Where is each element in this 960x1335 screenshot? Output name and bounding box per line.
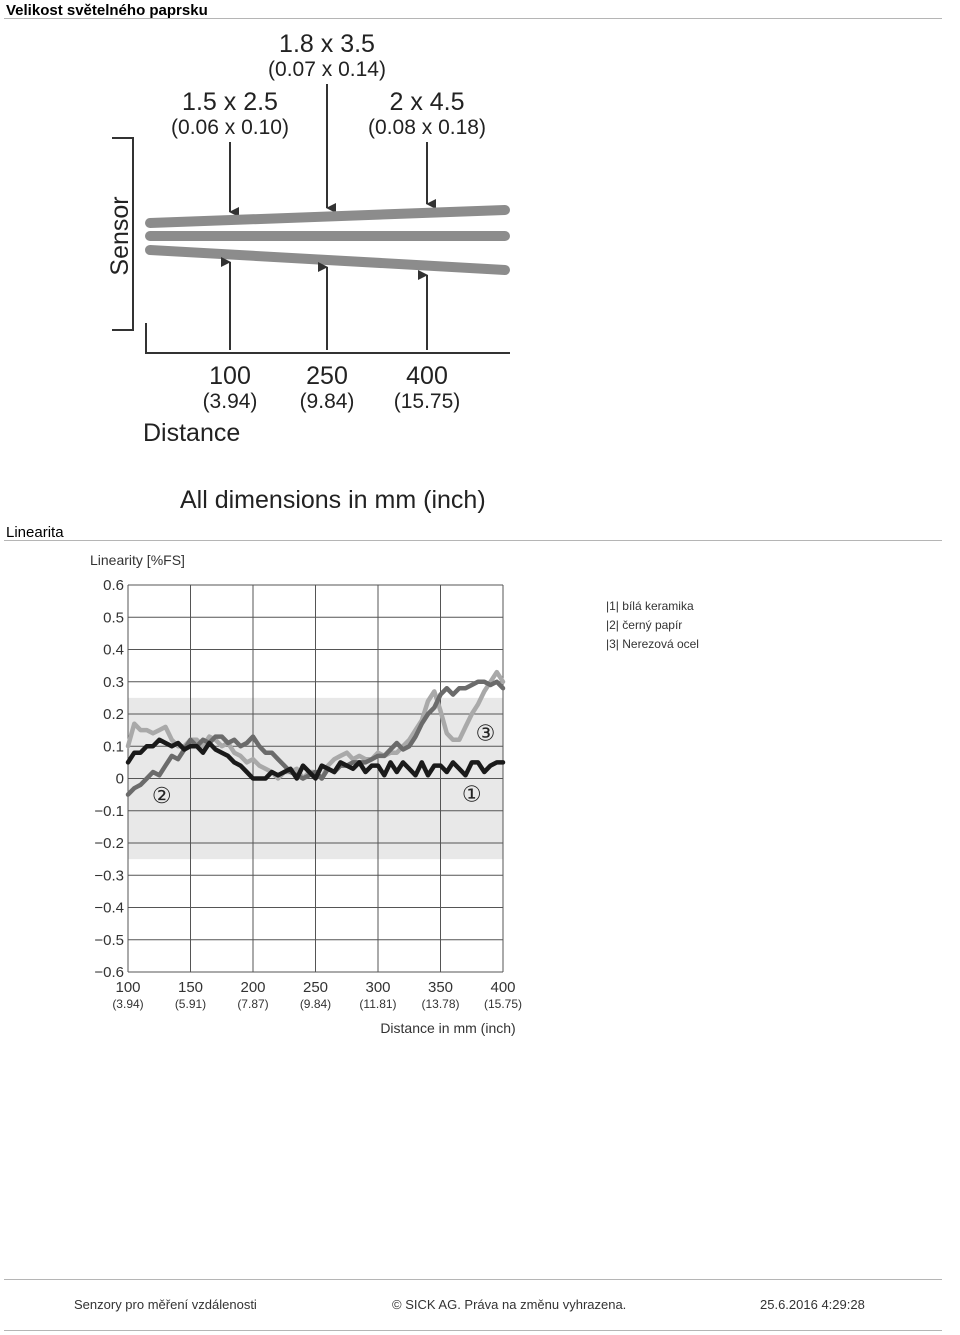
chart-legend <box>606 597 699 654</box>
series-marker-3: ③ <box>475 720 496 746</box>
x-axis-label: Distance in mm (inch) <box>380 1020 516 1036</box>
y-tick-label: 0.3 <box>103 673 124 691</box>
legend-id: |3| <box>606 637 619 651</box>
spot-size-label: 1.5 x 2.5 <box>182 88 278 116</box>
distance-value: 400 <box>406 362 448 390</box>
footer-divider <box>4 1279 942 1280</box>
x-tick-sublabel: (5.91) <box>174 997 207 1011</box>
y-axis-label: Linearity [%FS] <box>90 552 185 568</box>
x-tick-label: 200 <box>240 979 266 996</box>
y-tick-label: −0.6 <box>94 964 124 981</box>
y-tick-label: −0.1 <box>94 802 124 820</box>
x-tick-label: 400 <box>490 979 516 996</box>
distance-value: 250 <box>306 362 348 390</box>
y-tick-label: −0.2 <box>94 835 124 852</box>
sensor-label: Sensor <box>106 196 134 276</box>
x-tick-sublabel: (7.87) <box>237 997 269 1011</box>
footer-product: Senzory pro měření vzdálenosti <box>74 1297 257 1312</box>
y-tick-label: 0.2 <box>103 706 124 723</box>
x-tick-label: 150 <box>177 979 204 996</box>
x-tick-sublabel: (3.94) <box>112 997 144 1011</box>
y-tick-label: −0.5 <box>94 931 124 949</box>
legend-label: černý papír <box>622 618 683 632</box>
spot-size-label: 1.8 x 3.5 <box>279 30 375 58</box>
distance-inch-value: (15.75) <box>393 390 461 413</box>
legend-id: |1| <box>606 599 619 613</box>
y-tick-label: 0.4 <box>103 641 124 659</box>
linearity-chart <box>0 545 560 1045</box>
x-tick-sublabel: (9.84) <box>299 997 332 1011</box>
beam-upper-edge <box>150 210 505 223</box>
beam-section-title: Velikost světelného paprsku <box>6 2 208 19</box>
x-tick-sublabel: (11.81) <box>359 997 397 1011</box>
linearity-section-title: Linearita <box>6 524 64 541</box>
spot-size-inch-label: (0.07 x 0.14) <box>268 58 386 81</box>
footer-bottom-divider <box>4 1330 942 1331</box>
legend-label: Nerezová ocel <box>622 637 699 651</box>
legend-id: |2| <box>606 618 619 632</box>
distance-label: Distance <box>143 419 241 447</box>
y-tick-label: 0.1 <box>103 738 124 756</box>
footer-copyright: © SICK AG. Práva na změnu vyhrazena. <box>392 1297 627 1312</box>
legend-item <box>606 635 699 654</box>
legend-item <box>606 597 699 616</box>
legend-item <box>606 616 699 635</box>
y-tick-label: 0.5 <box>103 609 124 627</box>
distance-value: 100 <box>209 362 251 390</box>
y-tick-label: 0.6 <box>103 577 124 594</box>
distance-inch-value: (9.84) <box>299 390 355 413</box>
y-tick-label: 0 <box>115 770 124 788</box>
footer-timestamp: 25.6.2016 4:29:28 <box>760 1297 865 1312</box>
y-tick-label: −0.3 <box>94 867 124 885</box>
beam-size-diagram <box>0 0 960 520</box>
spot-size-inch-label: (0.06 x 0.10) <box>171 116 289 139</box>
x-tick-label: 100 <box>115 979 141 996</box>
x-tick-label: 250 <box>302 979 329 996</box>
series-marker-2: ② <box>151 783 172 809</box>
section-divider <box>4 540 942 541</box>
x-tick-label: 350 <box>427 979 454 996</box>
legend-label: bílá keramika <box>622 599 694 613</box>
x-tick-sublabel: (13.78) <box>421 997 460 1011</box>
x-tick-sublabel: (15.75) <box>483 997 523 1011</box>
distance-inch-value: (3.94) <box>202 390 258 413</box>
y-tick-label: −0.4 <box>94 899 124 917</box>
spot-size-label: 2 x 4.5 <box>389 88 465 116</box>
x-tick-label: 300 <box>365 979 391 996</box>
spot-size-inch-label: (0.08 x 0.18) <box>368 116 486 139</box>
series-marker-1: ① <box>461 781 482 807</box>
dimensions-note: All dimensions in mm (inch) <box>180 486 486 514</box>
